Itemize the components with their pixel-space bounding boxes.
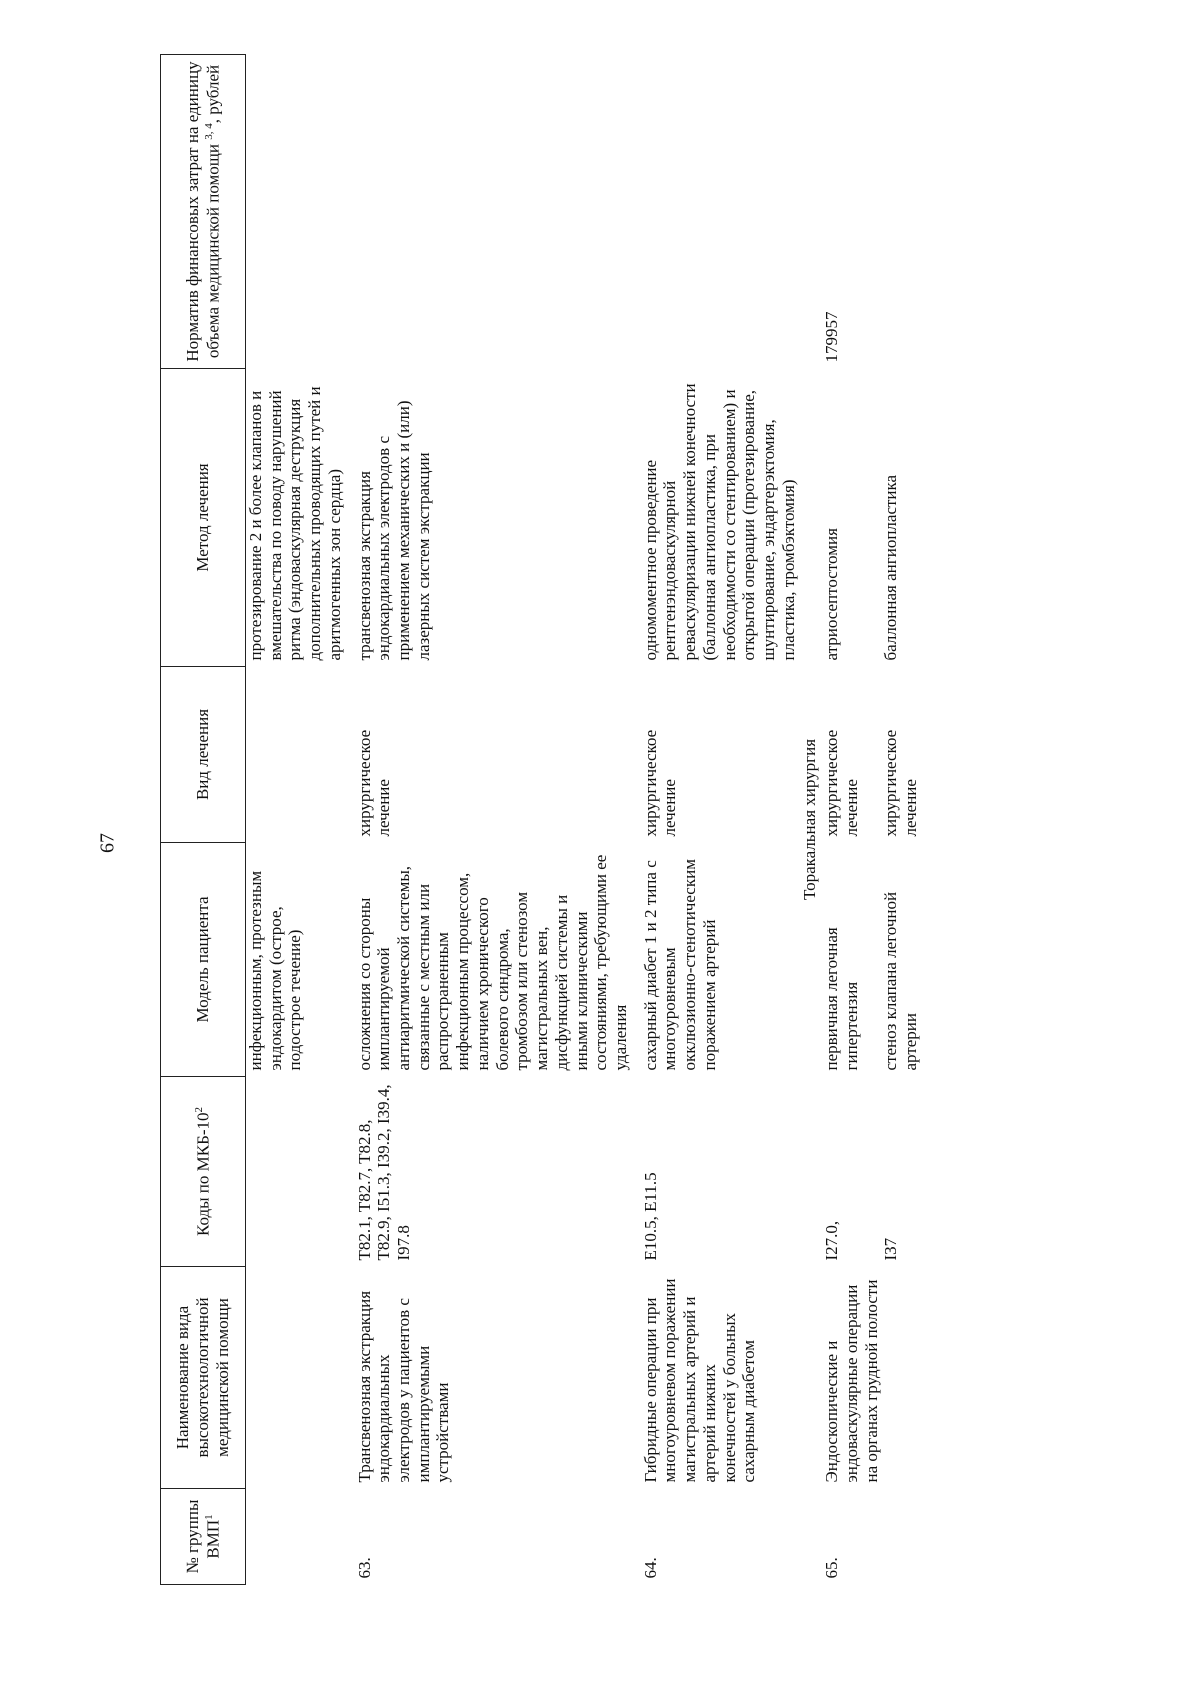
header-care-name: Наименование вида высокотехнологичной медицинской помощи <box>161 1267 246 1489</box>
table-header-row <box>161 55 246 1585</box>
cell-method: атриосептостомия <box>822 528 842 661</box>
cell-norm <box>345 55 631 369</box>
cell-type: хирургическое лечение <box>822 729 861 837</box>
cell-model: инфекционным, протезным эндокардитом (острое, подострое течение) <box>246 870 305 1071</box>
cell-norm <box>631 55 799 369</box>
section-row <box>798 55 822 1585</box>
header-treatment-method: Метод лечения <box>161 369 246 667</box>
cell-name <box>246 1267 345 1489</box>
cell-method: протезирование 2 и более клапанов и вмешательства по поводу нарушений ритма (эндоваскулярная деструкция дополнительных проводящих путей и аритмогенных зон сердца) <box>246 386 344 661</box>
cell-codes: I37 <box>881 1237 901 1261</box>
cell-type: хирургическое лечение <box>640 729 680 837</box>
table-row <box>246 55 345 1585</box>
table-row <box>822 55 881 1585</box>
header-group-number: № группы ВМП$^1$ <box>161 1489 246 1585</box>
cell-type: хирургическое лечение <box>881 729 920 837</box>
header-patient-model: Модель пациента <box>161 843 246 1077</box>
cell-norm <box>246 55 345 369</box>
table-row <box>345 55 631 1585</box>
cell-name <box>881 1267 920 1489</box>
cell-norm <box>881 55 920 369</box>
header-treatment-type: Вид лечения <box>161 667 246 843</box>
cell-model: сахарный диабет 1 и 2 типа с многоуровневым окклюзионно-стенотическим поражением артерий <box>640 859 719 1071</box>
cell-model: осложнения со стороны имплантируемой антиаритмической системы, связанные с местным или распространенным инфекционным процессом, наличием хронического болевого синдрома, тромбозом или стенозом магистральных вен, дисфункцией системы и иными клиническими состояниями, требующими ее удаления <box>354 854 630 1071</box>
cell-name: Эндоскопические и эндоваскулярные операции на органах грудной полости <box>822 1279 881 1483</box>
cell-method: баллонная ангиопластика <box>881 474 901 661</box>
cell-codes <box>246 1077 345 1267</box>
cell-norm: 179957 <box>822 311 842 363</box>
cell-num: 64. <box>640 1557 660 1579</box>
table-row <box>881 55 920 1585</box>
cell-model: первичная легочная гипертензия <box>822 927 861 1071</box>
cell-name: Гибридные операции при многоуровневом поражении магистральных артерий и артерий нижних конечностей у больных сахарным диабетом <box>640 1278 759 1483</box>
cell-model: стеноз клапана легочной артерии <box>881 891 920 1071</box>
page-number: 67 <box>96 833 119 853</box>
cell-codes: I27.0, <box>822 1220 842 1261</box>
vmp-table <box>160 54 921 1585</box>
cell-name: Трансвенозная экстракция эндокардиальных электродов у пациентов с имплантируемыми устройствами <box>354 1290 453 1483</box>
cell-num <box>881 1489 920 1585</box>
cell-num: 65. <box>822 1557 842 1579</box>
cell-num: 63. <box>354 1557 374 1579</box>
rotated-table-container <box>160 55 1200 1585</box>
cell-num <box>246 1489 345 1585</box>
table-row <box>631 55 799 1585</box>
cell-codes: E10.5, E11.5 <box>640 1172 660 1261</box>
cell-codes: T82.1, T82.7, T82.8, T82.9, I51.3, I39.2, I39.4, I97.8 <box>354 1084 414 1261</box>
cell-method: одномоментное проведение рентгенэндоваскулярной реваскуляризации нижней конечности (баллонная ангиопластика, при необходимости со стентированием) и открытой операции (протезирование, шунтирование, эндартерэктомия, пластика, тромбэктомия) <box>640 383 798 661</box>
header-cost-norm: Норматив финансовых затрат на единицу объема медицинской помощи $^{3, 4}$, рублей <box>161 55 246 369</box>
cell-type: хирургическое лечение <box>354 729 394 837</box>
cell-type <box>246 667 345 843</box>
section-title: Торакальная хирургия <box>800 738 820 901</box>
header-icd-codes: Коды по МКБ-$10^2$ <box>161 1077 246 1267</box>
cell-method: трансвенозная экстракция эндокардиальных электродов с применением механических и (или) лазерных систем экстракции <box>354 400 433 661</box>
